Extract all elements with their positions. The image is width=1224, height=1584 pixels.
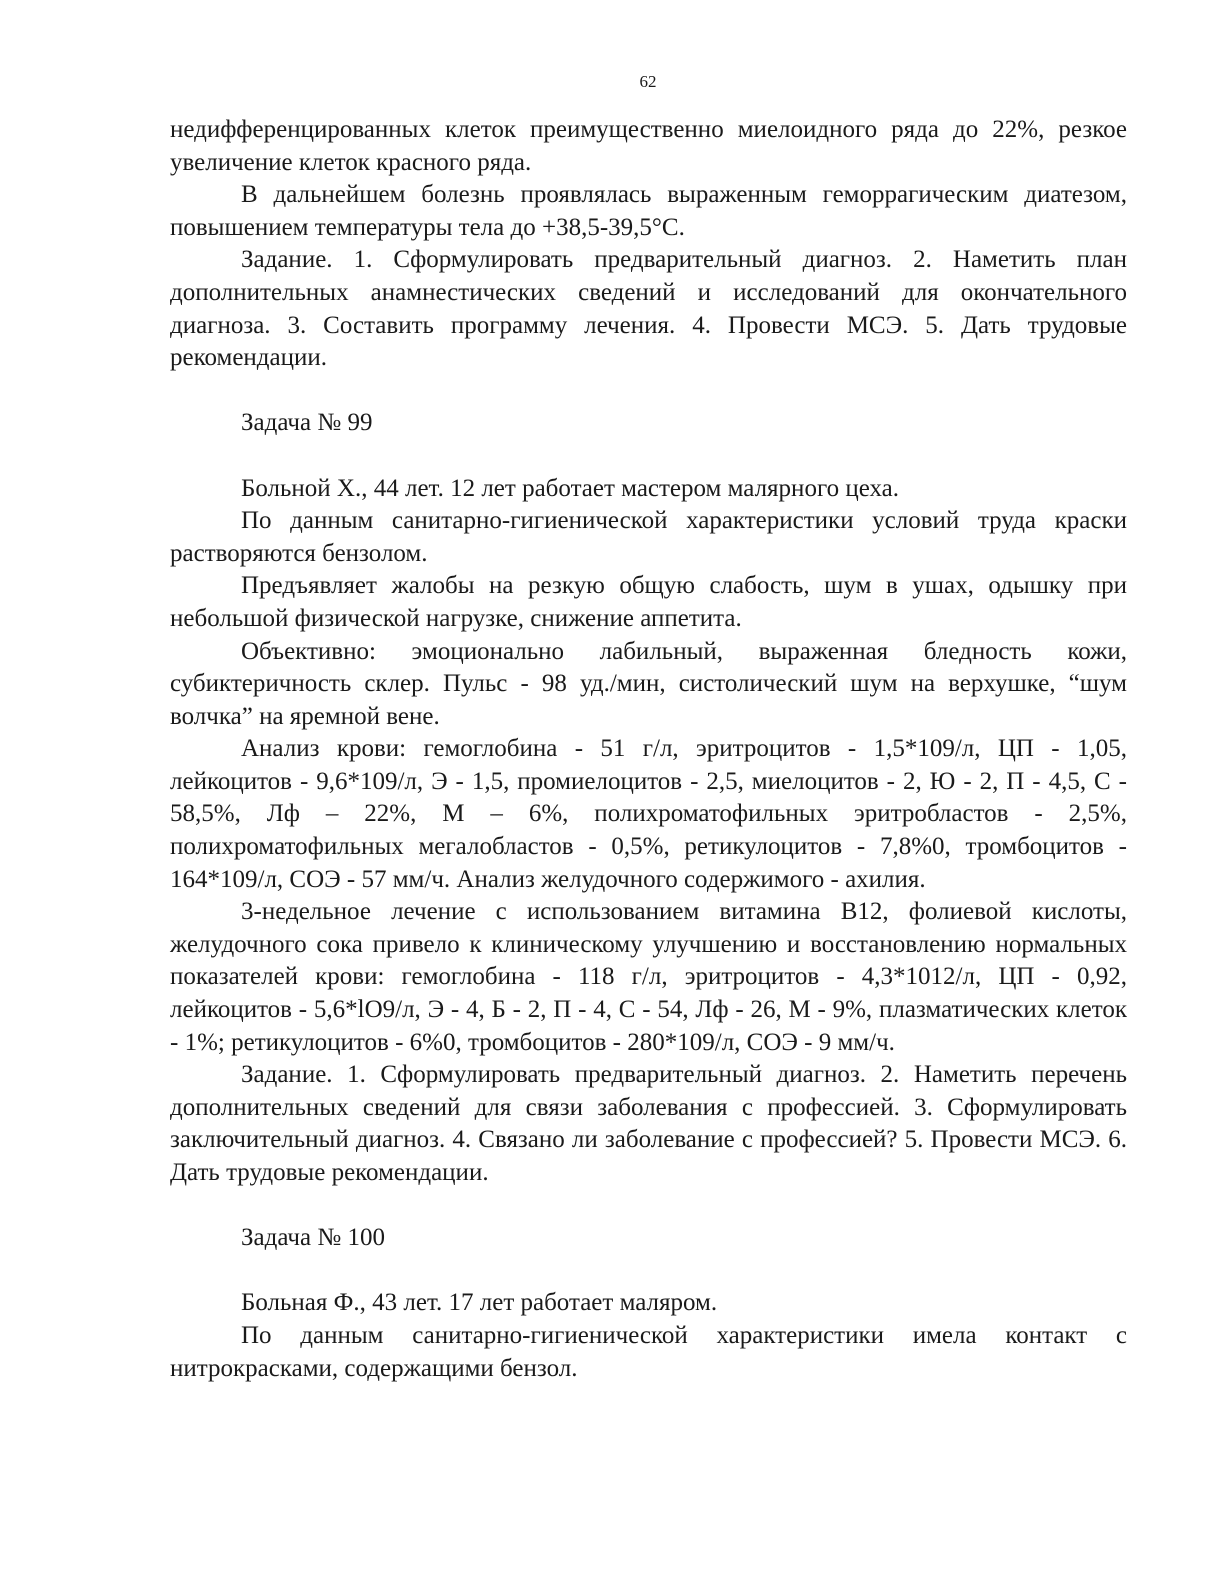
heading-task-100: Задача № 100 (241, 1224, 385, 1252)
paragraph-treatment-99: 3-недельное лечение с использованием витамина В12, фолиевой кислоты, желудочного сока привело к клиническому улучшению и восстановлению нормальных показателей крови: гемоглобина - 118 г/л, эритроцитов - 4,3*1012/л, ЦП - 0,92, лейкоцитов - 5,6*lO9/л, Э - 4, Б - 2, П - 4, С - 54, Лф - 26, М - 9%, плазматических клеток - 1%; ретикулоцитов - 6%0, тромбоцитов - 280*109/л, СОЭ - 9 мм/ч. (170, 898, 1127, 1056)
paragraph-complaints-99: Предъявляет жалобы на резкую общую слабость, шум в ушах, одышку при небольшой физической нагрузке, снижение аппетита. (170, 572, 1127, 632)
spacer (170, 1255, 1127, 1288)
spacer (170, 440, 1127, 473)
paragraph-patient-100: Больная Ф., 43 лет. 17 лет работает маляром. (241, 1289, 718, 1317)
page-content (170, 114, 1127, 1385)
paragraph-task-assignment-99: Задание. 1. Сформулировать предварительный диагноз. 2. Наметить перечень дополнительных сведений для связи заболевания с профессией. 3. Сформулировать заключительный диагноз. 4. Связано ли заболевание с профессией? 5. Провести МСЭ. 6. Дать трудовые рекомендации. (170, 1061, 1127, 1186)
paragraph-objective-99: Объективно: эмоционально лабильный, выраженная бледность кожи, субиктеричность склер. Пульс - 98 уд./мин, систолический шум на верхушке, “шум волчка” на яремной вене. (170, 637, 1127, 730)
page-number: 62 (639, 72, 657, 91)
spacer (170, 1190, 1127, 1223)
heading-task-99: Задача № 99 (241, 409, 373, 437)
paragraph-task-98: Задание. 1. Сформулировать предварительный диагноз. 2. Наметить план дополнительных анамнестических сведений и исследований для окончательного диагноза. 3. Составить программу лечения. 4. Провести МСЭ. 5. Дать трудовые рекомендации. (170, 246, 1127, 372)
paragraph-continuation: недифференцированных клеток преимущественно миелоидного ряда до 22%, резкое увеличение клеток красного ряда. (170, 116, 1127, 176)
paragraph-blood-test-99: Анализ крови: гемоглобина - 51 г/л, эритроцитов - 1,5*109/л, ЦП - 1,05, лейкоцитов - 9,6*109/л, Э - 1,5, промиелоцитов - 2,5, миелоцитов - 2, Ю - 2, П - 4,5, С - 58,5%, Лф – 22%, М – 6%, полихроматофильных эритробластов - 2,5%, полихроматофильных мегалобластов - 0,5%, ретикулоцитов - 7,8%0, тромбоцитов - 164*109/л, СОЭ - 57 мм/ч. Анализ желудочного содержимого - ахилия. (170, 735, 1127, 893)
paragraph-hygiene-100: По данным санитарно-гигиенической характеристики имела контакт с нитрокрасками, содержащими бензол. (170, 1321, 1127, 1382)
paragraph-patient-99: Больной X., 44 лет. 12 лет работает мастером малярного цеха. (241, 474, 899, 502)
spacer (170, 375, 1127, 408)
paragraph-disease-course: В дальнейшем болезнь проявлялась выраженным геморрагическим диатезом, повышением температуры тела до +38,5-39,5°С. (170, 181, 1127, 241)
paragraph-hygiene-99: По данным санитарно-гигиенической характеристики условий труда краски растворяются бензолом. (170, 507, 1127, 567)
